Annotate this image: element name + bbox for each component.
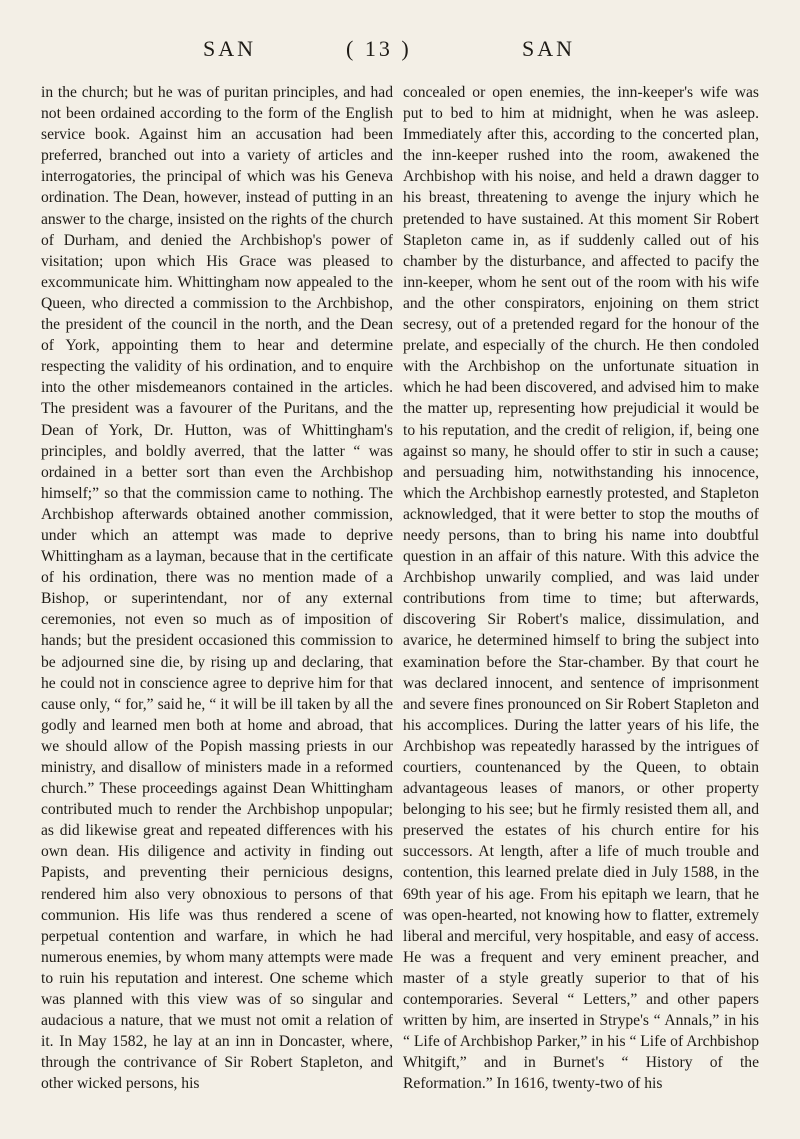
left-column <box>41 82 393 1095</box>
header-right-word: SAN <box>522 36 576 61</box>
page-number: ( 13 ) <box>346 36 412 61</box>
right-column <box>403 82 759 1095</box>
right-column-text: concealed or open enemies, the inn-keeper's wife was put to bed to him at midnight, when he was asleep. Immediately after this, according to the concerted plan, the inn-keeper rushed into the room, awakened the Archbishop with his noise, and held a drawn dagger to his breast, threatening to avenge the injury which he pretended to have sustained. At this moment Sir Robert Stapleton came in, as if suddenly called out of his chamber by the disturbance, and affected to pacify the inn-keeper, whom he sent out of the room with his wife and the other conspirators, enjoining on them strict secresy, out of a pretended regard for the honour of the prelate, and especially of the church. He then condoled with the Archbishop on the unfortunate situation in which he had been discovered, and advised him to make the matter up, representing how prejudicial it would be to his reputation, and the credit of religion, if, being one against so many, he should offer to stir in such a cause; and persuading him, notwithstanding his innocence, which the Archbishop earnestly protested, and Stapleton acknowledged, that it were better to stop the mouths of needy persons, than to bring his name into doubtful question in an affair of this nature. With this advice the Archbishop unwarily complied, and was laid under contributions from time to time; but afterwards, discovering Sir Robert's malice, dissimulation, and avarice, he determined himself to bring the subject into examination before the Star-chamber. By that court he was declared innocent, and sentence of imprisonment and severe fines pronounced on Sir Robert Stapleton and his accomplices. During the latter years of his life, the Archbishop was repeatedly harassed by the intrigues of courtiers, countenanced by the Queen, to obtain advantageous leases of manors, or other property belonging to his see; but he firmly resisted them all, and preserved the estates of his church entire for his successors. At length, after a life of much trouble and contention, this learned prelate died in July 1588, in the 69th year of his age. From his epitaph we learn, that he was open-hearted, not knowing how to flatter, extremely liberal and merciful, very hospitable, and easy of access. He was a frequent and very eminent preacher, and master of a style greatly superior to that of his contemporaries. Several “ Letters,” and other papers written by him, are inserted in Strype's “ Annals,” in his “ Life of Archbishop Parker,” in his “ Life of Archbishop Whitgift,” and in Burnet's “ History of the Reformation.” In 1616, twenty-two of his <box>403 84 759 1093</box>
left-column-text: in the church; but he was of puritan principles, and had not been ordained according to the form of the English service book. Against him an accusation had been preferred, branched out into a variety of articles and interrogatories, the principal of which was his Geneva ordination. The Dean, however, instead of putting in an answer to the charge, insisted on the rights of the church of Durham, and denied the Archbishop's power of visitation; upon which His Grace was pleased to excommunicate him. Whittingham now appealed to the Queen, who directed a commission to the Archbishop, the president of the council in the north, and the Dean of York, appointing them to hear and determine respecting the validity of his ordination, and to enquire into the other misdemeanors contained in the articles. The president was a favourer of the Puritans, and the Dean of York, Dr. Hutton, was of Whittingham's principles, and boldly averred, that the latter “ was ordained in a better sort than even the Archbishop himself;” so that the commission came to nothing. The Archbishop afterwards obtained another commission, under which an attempt was made to deprive Whittingham as a layman, because that in the certificate of his ordination, there was no mention made of a Bishop, or superintendant, nor of any external ceremonies, not even so much as of imposition of hands; but the president occasioned this commission to be adjourned sine die, by rising up and declaring, that he could not in conscience agree to deprive him for that cause only, “ for,” said he, “ it will be ill taken by all the godly and learned men both at home and abroad, that we should allow of the Popish massing priests in our ministry, and disallow of ministers made in a reformed church.” These proceedings against Dean Whittingham contributed much to render the Archbishop unpopular; as did likewise great and repeated differences with his own dean. His diligence and activity in finding out Papists, and preventing their pernicious designs, rendered him also very obnoxious to persons of that communion. His life was thus rendered a scene of perpetual contention and warfare, in which he had numerous enemies, by whom many attempts were made to ruin his reputation and interest. One scheme which was planned with this view was of so singular and audacious a nature, that we must not omit a relation of it. In May 1582, he lay at an inn in Doncaster, where, through the contrivance of Sir Robert Stapleton, and other wicked persons, his <box>41 84 393 1093</box>
running-header <box>0 36 800 66</box>
header-left-word: SAN <box>203 36 257 61</box>
